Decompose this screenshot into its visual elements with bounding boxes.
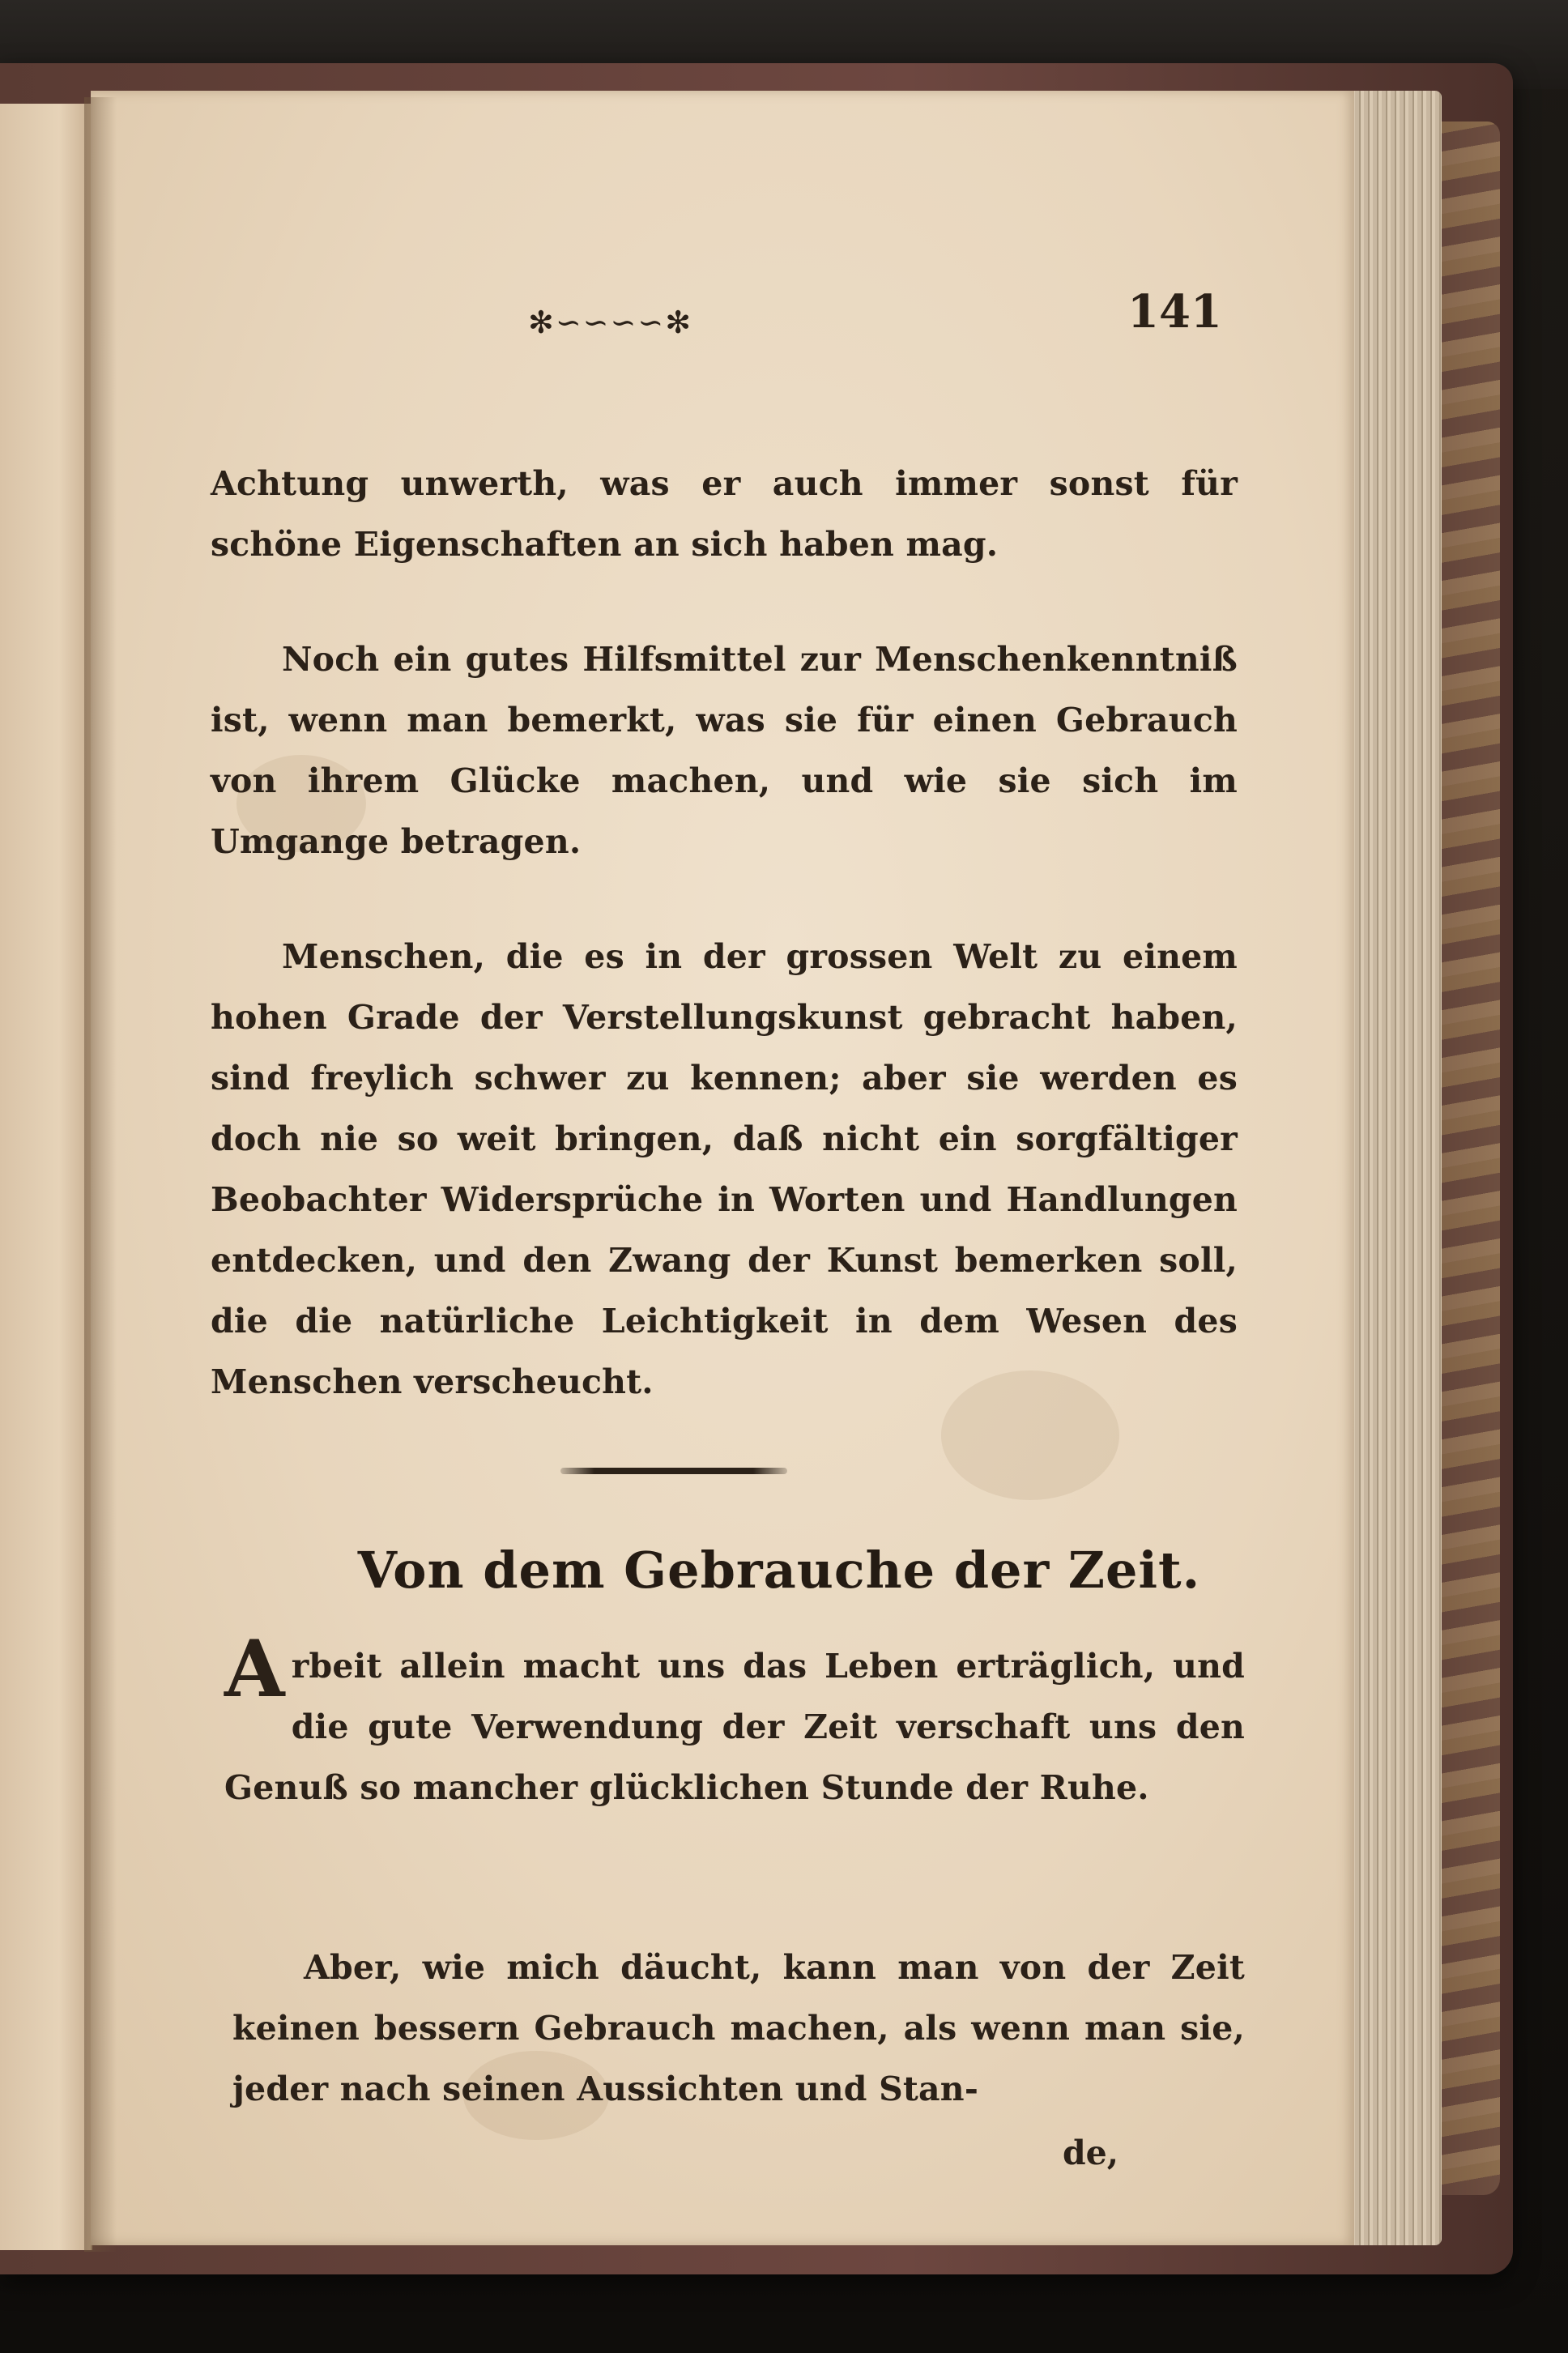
section-paragraph	[224, 1623, 1245, 1818]
paragraph-continuation: Achtung unwerth, was er auch immer sonst für schöne Eigenschaften an sich haben mag.	[211, 464, 1238, 564]
running-header	[528, 285, 1225, 358]
drop-cap: A	[224, 1623, 285, 1715]
header-ornament: ✻∽∽∽∽✻	[528, 305, 693, 340]
paragraph: Menschen, die es in der grossen Welt zu einem hohen Grade der Verstellungskunst gebracht haben, sind freylich schwer zu kennen; aber sie werden es doch nie so weit bringen, daß nicht ein sorgfältiger Beobachter Widersprüche in Worten und Handlungen entdecken, und den Zwang der Kunst bemerken soll, die die natürliche Leichtigkeit in dem Wesen des Menschen verscheucht.	[211, 937, 1238, 1401]
section-title: Von dem Gebrauche der Zeit.	[357, 1541, 1201, 1600]
page-text	[91, 91, 1354, 2245]
right-page	[91, 91, 1354, 2245]
paragraph: Noch ein gutes Hilfsmittel zur Menschenkenntniß ist, wenn man bemerkt, was sie für einen Gebrauch von ihrem Glücke machen, und wie sie sich im Umgange betragen.	[211, 640, 1238, 861]
left-page-edge	[0, 104, 92, 2250]
section-paragraph-text: rbeit allein macht uns das Leben erträglich, und die gute Verwendung der Zeit verschaft uns den Genuß so mancher glücklichen Stunde der Ruhe.	[224, 1647, 1245, 1807]
gutter-shadow	[84, 97, 117, 2252]
section-divider	[560, 1468, 787, 1474]
catchword: de,	[1063, 2133, 1119, 2172]
section-paragraph: Aber, wie mich däucht, kann man von der Zeit keinen bessern Gebrauch machen, als wenn man sie, jeder nach seinen Aussichten und Stan-	[232, 1948, 1245, 2108]
page-number: 141	[1127, 285, 1222, 339]
